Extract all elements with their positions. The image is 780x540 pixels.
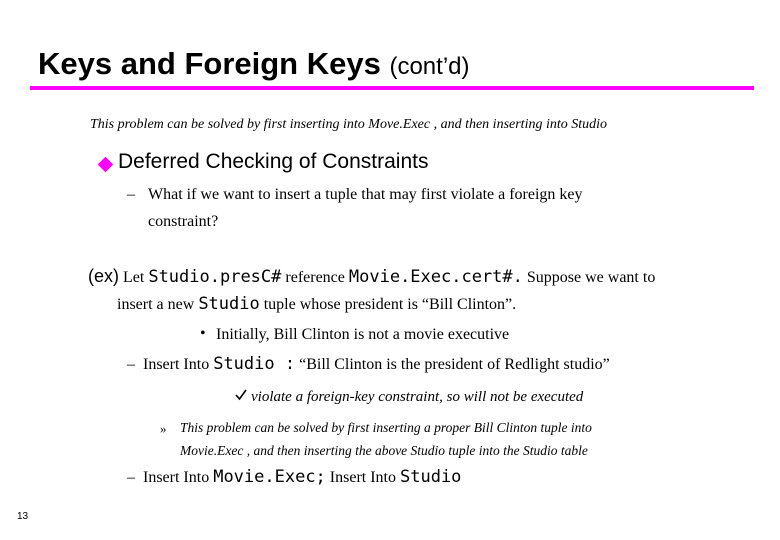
insert1-dash: – — [127, 356, 135, 373]
title-main: Keys and Foreign Keys — [38, 46, 381, 81]
bullet-deferred-checking: Deferred Checking of Constraints — [118, 150, 429, 173]
example-code-studio-presc: Studio.presC# — [148, 267, 282, 287]
insert2-dash: – — [127, 469, 135, 486]
dot-bullet-icon: • — [200, 325, 206, 342]
insert1-quote: “Bill Clinton is the president of Redlight studio” — [299, 356, 610, 373]
slide-title — [38, 46, 470, 82]
example-line2 — [117, 294, 516, 314]
example-code-studio: Studio — [198, 294, 260, 314]
diamond-bullet-icon — [100, 157, 111, 175]
example-text-tuple: tuple whose president is “Bill Clinton”. — [263, 296, 517, 313]
insert2-code-movieexec: Movie.Exec; — [213, 467, 326, 487]
insert2-line — [127, 467, 461, 487]
example-text-insert-new: insert a new — [117, 296, 195, 313]
example-code-movieexec-cert: Movie.Exec.cert#. — [348, 267, 523, 287]
sub1-dash: – — [127, 186, 135, 203]
insert2-text-insert-into-2: Insert Into — [329, 469, 396, 486]
checkmark-icon — [235, 389, 247, 406]
note-marker: » — [160, 421, 167, 436]
note-line1: This problem can be solved by first inserting a proper Bill Clinton tuple into — [180, 420, 592, 435]
sub1-line1: What if we want to insert a tuple that may first violate a foreign key — [148, 186, 583, 203]
intro-note: This problem can be solved by first inserting into Move.Exec , and then inserting into Studio — [90, 117, 608, 132]
example-text-reference: reference — [285, 269, 345, 286]
title-sub: (cont’d) — [389, 53, 470, 80]
dot-item-text: Initially, Bill Clinton is not a movie executive — [216, 326, 510, 343]
check-item-text: violate a foreign-key constraint, so will not be executed — [251, 389, 584, 405]
example-text-suppose: Suppose we want to — [526, 269, 656, 286]
example-text-let: Let — [123, 269, 145, 286]
insert1-line — [127, 354, 610, 374]
note-line2: Movie.Exec , and then inserting the above Studio tuple into the Studio table — [180, 443, 588, 458]
title-underline — [30, 86, 754, 90]
insert1-text-insert-into: Insert Into — [143, 356, 210, 373]
sub1-line2: constraint? — [148, 213, 219, 230]
example-label: (ex) — [88, 266, 119, 286]
page-number: 13 — [17, 511, 29, 522]
insert2-code-studio: Studio — [400, 467, 462, 487]
insert1-code-studio: Studio : — [213, 354, 296, 374]
insert2-text-insert-into: Insert Into — [143, 469, 210, 486]
example-line1 — [88, 266, 655, 287]
